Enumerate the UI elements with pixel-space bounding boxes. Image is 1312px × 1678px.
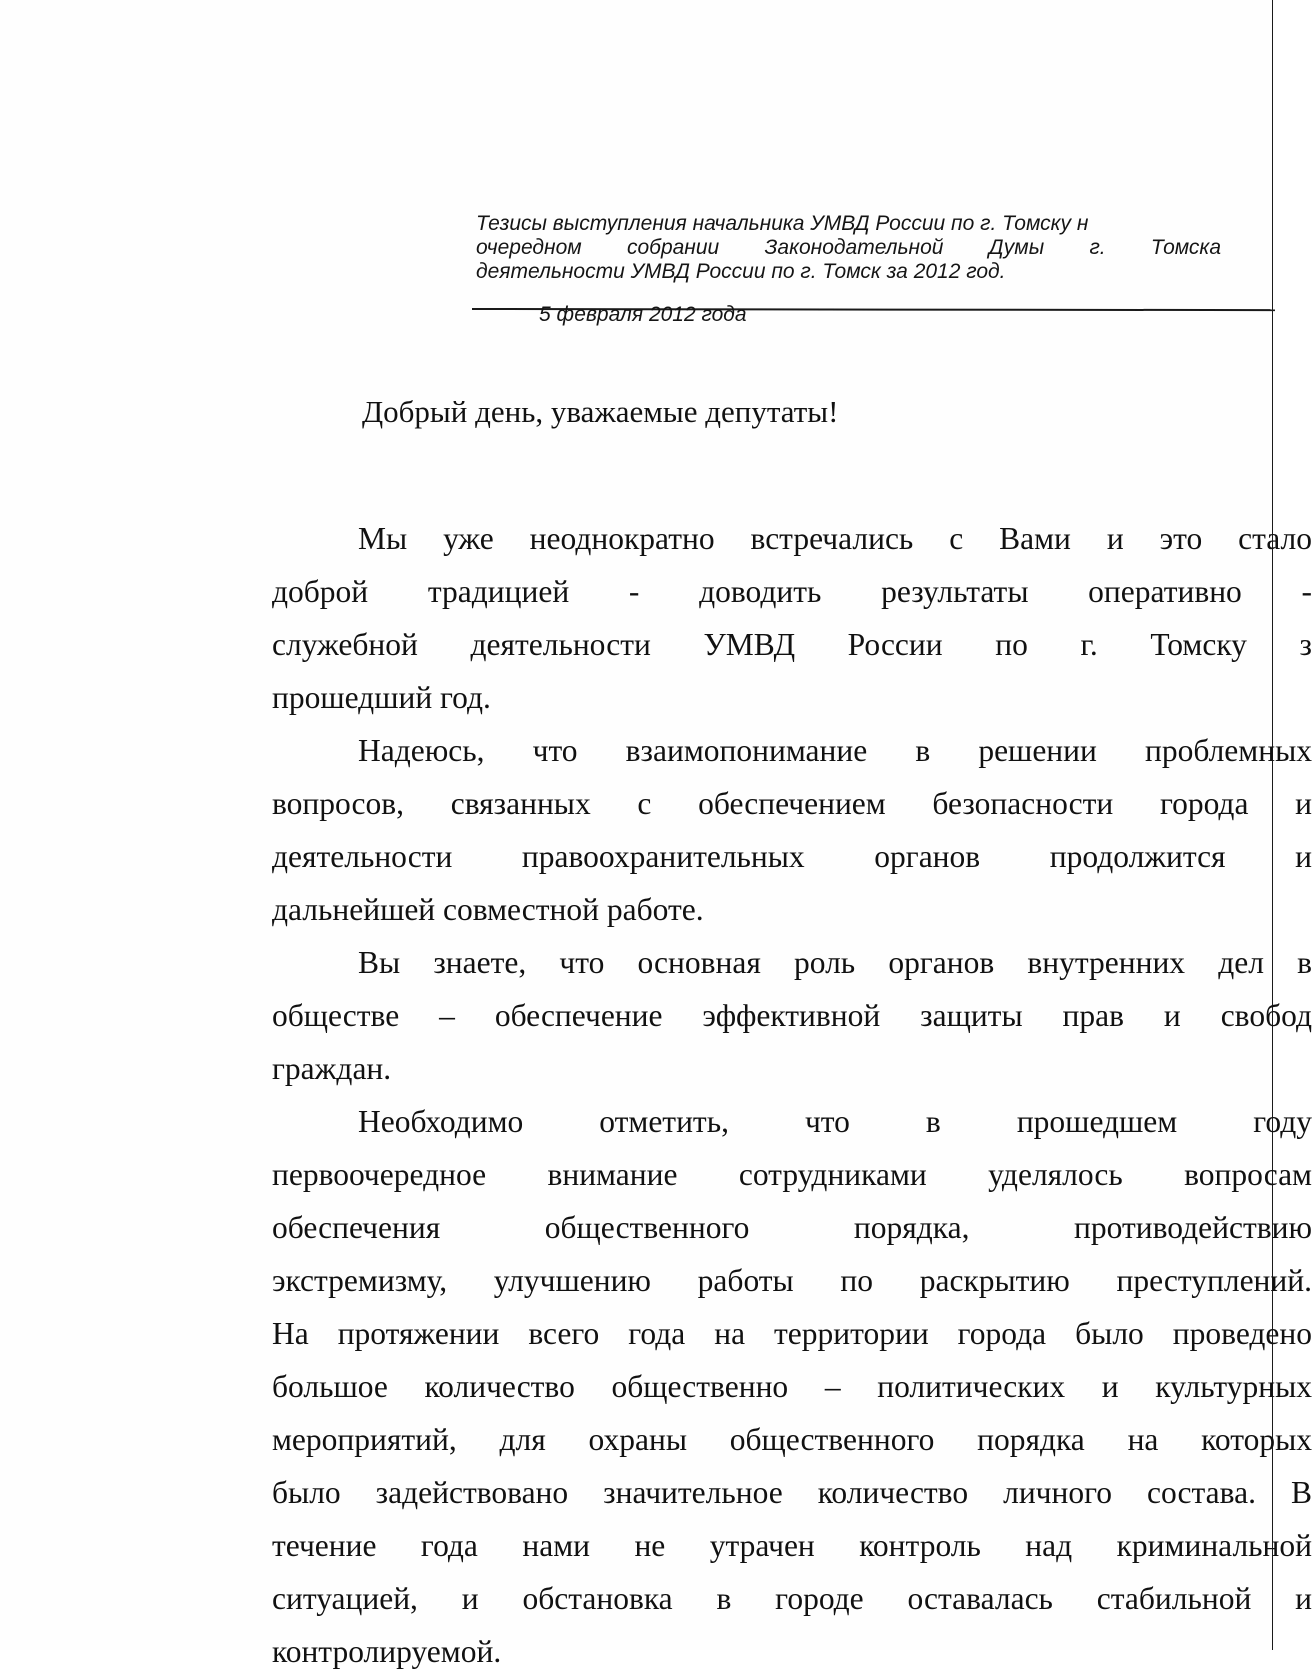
header-line: Тезисы выступления начальника УМВД России по г. Томску н (476, 212, 1089, 235)
paragraph-line: Необходимо отметить, что в прошедшем году (358, 1104, 1312, 1139)
paragraph-line: На протяжении всего года на территории города было проведено (272, 1316, 1312, 1351)
paragraph-line: служебной деятельности УМВД России по г. Томску з (272, 627, 1312, 662)
paragraph-line: течение года нами не утрачен контроль над криминальной (272, 1528, 1312, 1563)
document-body (272, 512, 1312, 1669)
paragraph-line: вопросов, связанных с обеспечением безопасности города и (272, 786, 1312, 821)
paragraph-line: было задействовано значительное количество личного состава. В (272, 1475, 1312, 1510)
paragraph-line: граждан. (272, 1051, 392, 1086)
paragraph-line: деятельности правоохранительных органов продолжится и (272, 839, 1312, 874)
paragraph-line: Вы знаете, что основная роль органов внутренних дел в (358, 945, 1312, 980)
paragraph-line: обеспечения общественного порядка, противодействию (272, 1210, 1312, 1245)
paragraph-line: доброй традицией - доводить результаты оперативно - (272, 574, 1312, 609)
paragraph-line: первоочередное внимание сотрудниками уделялось вопросам (272, 1157, 1312, 1192)
header-date: 5 февраля 2012 года (539, 303, 747, 326)
header-line: очередном собрании Законодательной Думы г. Томска (476, 236, 1221, 259)
paragraph-line: мероприятий, для охраны общественного порядка на которых (272, 1422, 1312, 1457)
greeting: Добрый день, уважаемые депутаты! (362, 394, 839, 429)
document-header (476, 212, 1276, 284)
paragraph-line: большое количество общественно – политических и культурных (272, 1369, 1312, 1404)
paragraph-line: прошедший год. (272, 680, 491, 715)
paragraph-line: контролируемой. (272, 1634, 502, 1669)
paragraph-line: обществе – обеспечение эффективной защиты прав и свобод (272, 998, 1312, 1033)
paragraph-line: Мы уже неоднократно встречались с Вами и это стало (358, 521, 1312, 556)
paragraph-line: дальнейшей совместной работе. (272, 892, 704, 927)
paragraph-line: экстремизму, улучшению работы по раскрытию преступлений. (272, 1263, 1312, 1298)
paragraph-line: ситуацией, и обстановка в городе оставалась стабильной и (272, 1581, 1312, 1616)
header-line: деятельности УМВД России по г. Томск за 2012 год. (476, 260, 1006, 283)
paragraph-line: Надеюсь, что взаимопонимание в решении проблемных (358, 733, 1312, 768)
